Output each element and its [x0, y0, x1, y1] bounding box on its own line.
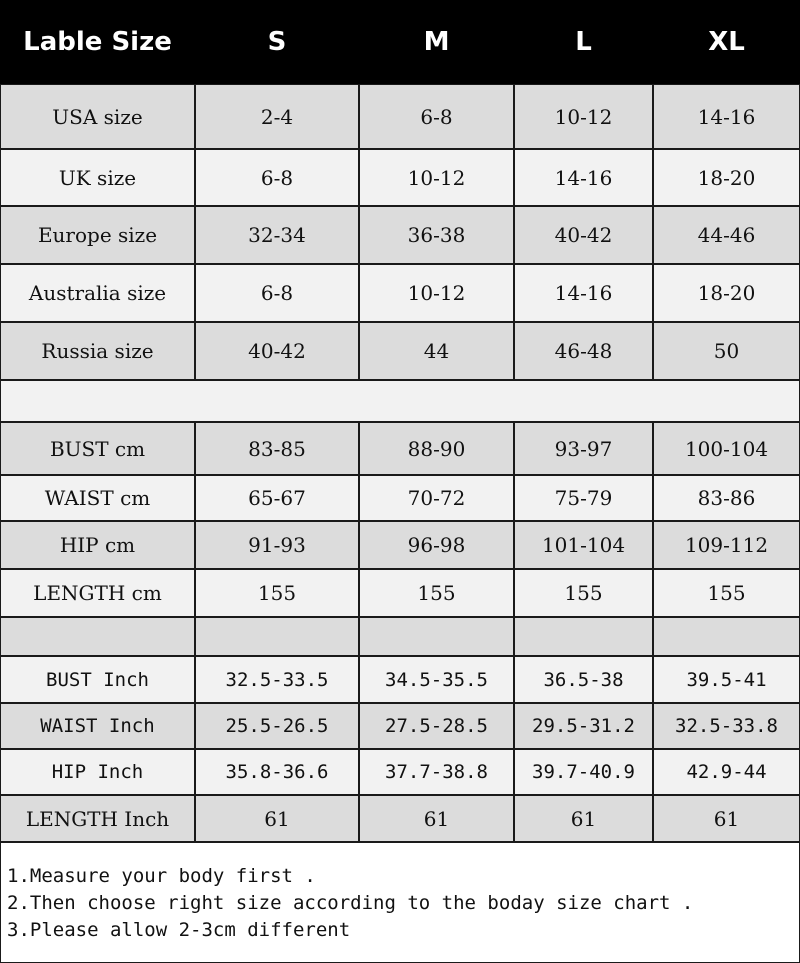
header-size-s: S	[267, 27, 287, 57]
cell-l: 46-48	[514, 322, 653, 380]
table-row	[0, 617, 800, 656]
cell-m	[359, 617, 514, 656]
header-size-m: M	[423, 27, 450, 57]
table-row	[0, 380, 800, 422]
cell-xl: 155	[653, 569, 800, 617]
cell-m: 61	[359, 795, 514, 842]
note-line: 2.Then choose right size according to the boday size chart .	[7, 892, 694, 914]
header-size-l: L	[575, 27, 592, 57]
row-label: BUST Inch	[0, 656, 195, 703]
cell-m: 6-8	[359, 84, 514, 149]
cell-xl: 100-104	[653, 422, 800, 475]
row-label: UK size	[0, 149, 195, 206]
cell-s: 65-67	[195, 475, 359, 521]
row-label: Russia size	[0, 322, 195, 380]
cell-m: 10-12	[359, 149, 514, 206]
cell-l	[514, 617, 653, 656]
cell-l: 14-16	[514, 264, 653, 322]
cell-xl: 42.9-44	[653, 749, 800, 795]
table-row	[0, 521, 800, 569]
spacer-row-cell	[0, 380, 800, 422]
cell-xl: 14-16	[653, 84, 800, 149]
cell-s: 32.5-33.5	[195, 656, 359, 703]
cell-l: 40-42	[514, 206, 653, 264]
cell-l: 14-16	[514, 149, 653, 206]
cell-s	[195, 617, 359, 656]
row-label: LENGTH cm	[0, 569, 195, 617]
cell-m: 36-38	[359, 206, 514, 264]
cell-xl: 18-20	[653, 149, 800, 206]
table-row	[0, 703, 800, 749]
cell-m: 70-72	[359, 475, 514, 521]
notes-box	[0, 842, 800, 963]
cell-m: 44	[359, 322, 514, 380]
cell-m: 155	[359, 569, 514, 617]
table-row	[0, 656, 800, 703]
cell-m: 37.7-38.8	[359, 749, 514, 795]
cell-l: 75-79	[514, 475, 653, 521]
cell-xl: 109-112	[653, 521, 800, 569]
table-row	[0, 795, 800, 842]
row-label: Australia size	[0, 264, 195, 322]
cell-s: 6-8	[195, 149, 359, 206]
table-row	[0, 749, 800, 795]
cell-m: 96-98	[359, 521, 514, 569]
cell-s: 83-85	[195, 422, 359, 475]
cell-l: 155	[514, 569, 653, 617]
table-row	[0, 264, 800, 322]
cell-s: 35.8-36.6	[195, 749, 359, 795]
cell-l: 39.7-40.9	[514, 749, 653, 795]
header-label-size: Lable Size	[23, 27, 172, 57]
cell-xl: 39.5-41	[653, 656, 800, 703]
cell-xl: 18-20	[653, 264, 800, 322]
cell-s: 32-34	[195, 206, 359, 264]
table-row	[0, 475, 800, 521]
cell-xl: 32.5-33.8	[653, 703, 800, 749]
cell-xl: 83-86	[653, 475, 800, 521]
cell-s: 25.5-26.5	[195, 703, 359, 749]
cell-s: 61	[195, 795, 359, 842]
cell-xl: 50	[653, 322, 800, 380]
cell-s: 91-93	[195, 521, 359, 569]
cell-s: 6-8	[195, 264, 359, 322]
cell-m: 10-12	[359, 264, 514, 322]
cell-l: 93-97	[514, 422, 653, 475]
row-label: USA size	[0, 84, 195, 149]
row-label	[0, 617, 195, 656]
cell-m: 27.5-28.5	[359, 703, 514, 749]
row-label: Europe size	[0, 206, 195, 264]
cell-s: 2-4	[195, 84, 359, 149]
row-label: BUST cm	[0, 422, 195, 475]
header-size-xl: XL	[708, 27, 745, 57]
table-row	[0, 322, 800, 380]
cell-s: 40-42	[195, 322, 359, 380]
cell-l: 101-104	[514, 521, 653, 569]
header-row	[0, 0, 800, 84]
cell-s: 155	[195, 569, 359, 617]
table-row	[0, 149, 800, 206]
table-row	[0, 84, 800, 149]
cell-xl: 61	[653, 795, 800, 842]
cell-l: 36.5-38	[514, 656, 653, 703]
cell-l: 61	[514, 795, 653, 842]
note-line: 3.Please allow 2-3cm different	[7, 919, 351, 941]
cell-l: 29.5-31.2	[514, 703, 653, 749]
cell-m: 34.5-35.5	[359, 656, 514, 703]
table-row	[0, 206, 800, 264]
cell-xl	[653, 617, 800, 656]
note-line: 1.Measure your body first .	[7, 865, 316, 887]
table-row	[0, 422, 800, 475]
row-label: LENGTH Inch	[0, 795, 195, 842]
row-label: WAIST Inch	[0, 703, 195, 749]
cell-l: 10-12	[514, 84, 653, 149]
cell-m: 88-90	[359, 422, 514, 475]
table-row	[0, 569, 800, 617]
cell-xl: 44-46	[653, 206, 800, 264]
row-label: HIP cm	[0, 521, 195, 569]
row-label: WAIST cm	[0, 475, 195, 521]
row-label: HIP Inch	[0, 749, 195, 795]
